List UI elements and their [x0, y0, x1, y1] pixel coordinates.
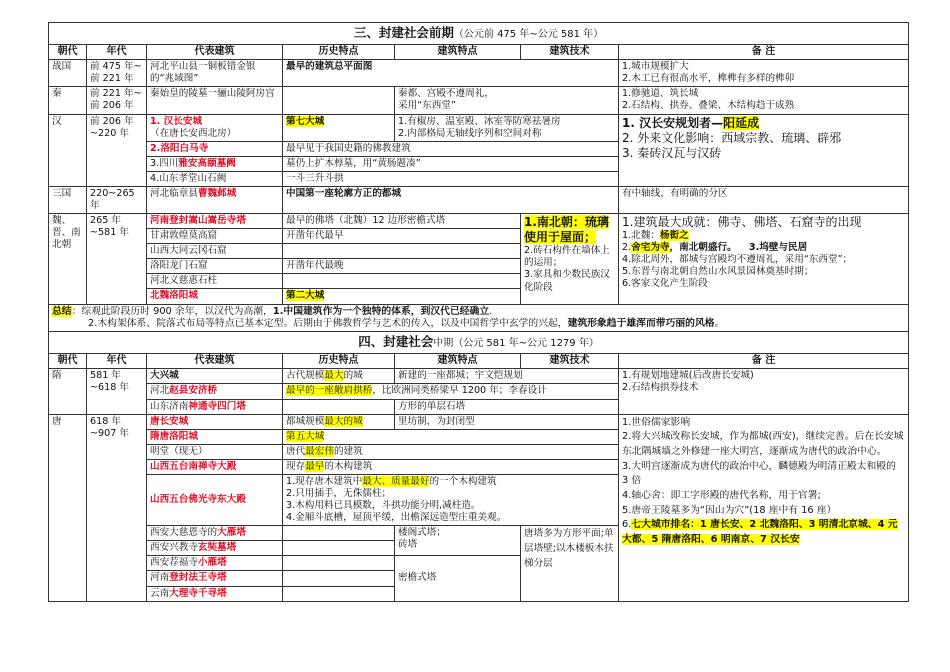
hist-cell: 开凿年代最晚 — [283, 259, 521, 274]
section3-title-text: 三、封建社会前期 — [353, 25, 454, 40]
note-text: 1.北魏： — [622, 230, 660, 242]
note-text: 5.唐帝王陵墓多为“因山为穴”(18 座中有 16 座） — [622, 504, 837, 516]
hist-text: ，比欧洲同类桥梁早 1200 年；李春设计 — [372, 385, 547, 397]
arch-cell: 秦始皇的陵墓一骊山陵阿房宫 — [147, 87, 283, 114]
years-cell: 618 年~907 年 — [87, 414, 147, 601]
feat-cell: 新建的一座都城；宇文恺规划 — [395, 369, 619, 384]
note-text: 3. 秦砖汉瓦与汉砖 — [622, 145, 722, 160]
hist-text: 最大 — [324, 370, 344, 382]
arch-text: 玄奘墓塔 — [197, 542, 237, 554]
feat-text: 采用“东西堂” — [398, 100, 456, 112]
section3-title — [49, 23, 909, 45]
feat-text: 秦都、宫殿不遵周礼， — [398, 88, 494, 100]
years-cell: 前 475 年~前 221 年 — [87, 60, 147, 87]
summary-text: 建筑形象趋于雄浑而带巧丽的风格 — [567, 317, 715, 329]
arch-cell — [147, 399, 283, 414]
arch-text: 河北临章县 — [150, 187, 198, 199]
arch-text: 雅安高颐墓阙 — [178, 157, 236, 169]
hist-cell — [283, 384, 619, 399]
note-text: 3.大明宫逐渐成为唐代的政治中心，麟德殿为明清正殿太和殿的 3 倍 — [622, 460, 896, 487]
years-cell: 581 年~618 年 — [87, 369, 147, 414]
note-cell: 1.有规划地建城(后改唐长安城) 2.石结构拱券技术 — [619, 369, 909, 414]
dynasty-cell: 汉 — [49, 114, 87, 186]
note-text: 2. — [622, 242, 632, 254]
arch-cell: 4.山东孝堂山石阙 — [147, 171, 283, 186]
dynasty-cell: 隋 — [49, 369, 87, 414]
hist-cell: 最早的佛塔（北魏）12 边形密檐式塔 — [283, 214, 521, 229]
header-dynasty: 朝代 — [49, 353, 87, 369]
arch-text: 小雁塔 — [197, 557, 227, 569]
header-note: 备 注 — [619, 44, 909, 60]
arch-cell: 唐长安城 — [147, 414, 283, 429]
hist-cell: 墓仍上扩木椁墓，用“黄肠题凑” — [283, 156, 619, 171]
arch-cell: 洛阳龙门石窟 — [147, 259, 283, 274]
hist-cell — [283, 556, 395, 571]
note-text: 1.建筑最大成就：佛寺、佛塔、石窟寺的出现 — [622, 215, 862, 230]
arch-text: 神通寺四门塔 — [188, 400, 246, 412]
note-text: 舍宅为寺 — [631, 242, 670, 254]
hist-cell — [283, 87, 395, 114]
hist-text: 最宏伟 — [305, 445, 334, 457]
arch-cell: 山西五台佛光寺东大殿 — [147, 474, 283, 525]
header-arch: 代表建筑 — [147, 44, 283, 60]
hist-cell — [283, 459, 619, 474]
arch-cell — [147, 571, 283, 586]
years-cell: 220~265 年 — [87, 186, 147, 213]
hist-cell: 最早见于我国史籍的佛教建筑 — [283, 141, 619, 156]
hist-cell — [283, 289, 521, 304]
hist-text: 的城 — [343, 370, 363, 382]
row-nanbei-1 — [49, 214, 909, 229]
hist-cell — [283, 414, 395, 429]
arch-text: 河南 — [150, 572, 170, 584]
note-text: 七大城市排名：1 唐长安、2 北魏洛阳、3 明清北京城、4 元大都、5 隋唐洛阳、6 明南京、7 汉长安 — [622, 519, 898, 546]
feat-cell: 楼阁式塔； 砖塔 — [395, 526, 521, 556]
summary-text: 2.木构架体系、院落式布局等特点已基本定型。后期由于佛教哲学与艺术的传入，以及中国哲学中玄学的兴起， — [88, 317, 568, 329]
years-cell: 265 年~581 年 — [87, 214, 147, 304]
section3-header-row — [49, 44, 909, 60]
header-years: 年代 — [87, 44, 147, 60]
feat-cell: 密檐式塔 — [395, 556, 521, 601]
arch-cell: 河北义慈惠石柱 — [147, 274, 283, 289]
note-cell — [619, 414, 909, 601]
hist-cell — [283, 399, 395, 414]
hist-cell: 开凿年代最早 — [283, 229, 521, 244]
summary-text: ：综观此阶段历时 900 余年，以汉代为高潮， — [71, 305, 273, 317]
feat-text: 1.有椒房、温室殿、冰室等防寒祛暑房 — [398, 115, 561, 127]
tech-cell — [521, 214, 619, 304]
note-text: 4.除北周外，都城与宫殿均不遵周礼，采用“东西堂”； — [622, 254, 853, 266]
note-cell — [619, 114, 909, 186]
tech-text: 2.砖石构件在墙体上的运用； — [524, 245, 610, 269]
years-cell: 前 206 年~220 年 — [87, 114, 147, 186]
hist-text: 最早 — [305, 460, 325, 472]
arch-text: 西安兴教寺 — [150, 542, 198, 554]
arch-cell — [147, 556, 283, 571]
hist-text: 古代规模 — [286, 370, 325, 382]
note-text: 1.世俗儒家影响 — [622, 416, 691, 428]
header-tech: 建筑技术 — [521, 44, 619, 60]
hist-text: 第二大城 — [286, 290, 325, 302]
row-sanguo — [49, 186, 909, 213]
hist-text: 最早的一座敞肩拱桥 — [286, 385, 373, 397]
hist-text: 3.木构用料已具模数，斗拱功能分明,减柱造。 — [286, 500, 481, 512]
section4-title-text: 四、封建社会 — [358, 334, 434, 350]
summary-text: 1.中国建筑作为一个独特的体系，到汉代已经确立 — [272, 305, 490, 317]
arch-text: 曹魏邺城 — [197, 187, 237, 199]
hist-cell — [283, 474, 619, 525]
note-text: 杨衒之 — [659, 230, 689, 242]
hist-text: 现存 — [286, 460, 306, 472]
arch-cell: 2.洛阳白马寺 — [147, 141, 283, 156]
dynasty-cell: 唐 — [49, 414, 87, 601]
arch-cell — [147, 114, 283, 141]
note-text: 6. — [622, 519, 632, 531]
tech-text: 3.家具和少数民族汉化阶段 — [524, 269, 610, 293]
hist-text: 最大的城 — [324, 415, 363, 427]
arch-text: 3.四川 — [150, 157, 179, 169]
arch-cell: 隋唐洛阳城 — [147, 429, 283, 444]
note-cell: 1.城市规模扩大 2.木工已有很高水平，榫榫有多样的榫卯 — [619, 60, 909, 87]
arch-cell — [147, 186, 283, 213]
note-text: 2.将大兴城改称长安城，作为都城(西安)，继续完善。后在长安城东北隅城墙之外修建一座大明宫，逐渐成为唐代的政治中心。 — [622, 431, 904, 457]
hist-cell — [283, 114, 395, 141]
arch-text: 1. 汉长安城 — [150, 115, 203, 127]
summary-text: 。 — [714, 317, 725, 329]
section4-subtitle: （公元 581 年~公元 1279 年） — [453, 338, 599, 350]
hist-text: 唐代 — [286, 445, 306, 457]
feat-text: 2.内部格局无轴线序列和空间对称 — [398, 127, 542, 139]
arch-text: 赵县安济桥 — [169, 385, 218, 397]
section3-subtitle: （公元前 475 年~公元 581 年） — [453, 29, 604, 40]
hist-cell — [283, 429, 619, 444]
hist-text: 的建筑 — [333, 445, 363, 457]
arch-text: （在唐长安西北房） — [150, 127, 237, 139]
row-tang-1 — [49, 414, 909, 429]
note-text: ，南北朝盛行。 — [669, 242, 737, 254]
dynasty-cell: 魏、晋、南北朝 — [49, 214, 87, 304]
header-dynasty: 朝代 — [49, 44, 87, 60]
arch-cell: 甘肃敦煌莫高窟 — [147, 229, 283, 244]
hist-cell — [283, 586, 395, 601]
row-han-1 — [49, 114, 909, 141]
hist-text: 的一个木构建筑 — [429, 475, 497, 487]
hist-cell — [283, 541, 395, 556]
arch-text: 西安荐福寺 — [150, 557, 198, 569]
hist-text: 最大、质量最好 — [362, 475, 430, 487]
tech-text: 1.南北朝：琉璃 — [524, 215, 609, 230]
note-text: 6.客家文化产生阶段 — [622, 278, 708, 290]
arch-cell: 大兴城 — [147, 369, 283, 384]
arch-cell: 山西五台南禅寺大殿 — [147, 459, 283, 474]
section4-header-row — [49, 353, 909, 369]
feat-cell: 方形的单层石塔 — [395, 399, 619, 414]
dynasty-cell: 秦 — [49, 87, 87, 114]
row-sui-1 — [49, 369, 909, 384]
feat-cell — [395, 114, 619, 141]
years-cell: 前 221 年~前 206 年 — [87, 87, 147, 114]
summary-row — [49, 304, 909, 332]
hist-text: 都城规模 — [286, 415, 325, 427]
arch-cell: 河南登封嵩山嵩岳寺塔 — [147, 214, 283, 229]
arch-text: 登封法王寺塔 — [169, 572, 227, 584]
arch-cell — [147, 384, 283, 399]
hist-cell — [283, 571, 395, 586]
arch-text: 大理寺千寻塔 — [169, 587, 227, 599]
note-text: 阳延成 — [723, 115, 760, 130]
hist-text: 第五大城 — [286, 430, 325, 442]
hist-cell: 中国第一座轮廓方正的都城 — [283, 186, 619, 213]
page — [48, 22, 908, 602]
hist-cell — [283, 444, 619, 459]
hist-cell: 最早的建筑总平面图 — [283, 60, 619, 87]
arch-cell — [147, 586, 283, 601]
architecture-history-table — [48, 22, 909, 602]
note-text: 3.坞壁与民居 — [748, 242, 808, 254]
arch-cell — [147, 156, 283, 171]
note-cell — [619, 214, 909, 304]
dynasty-cell: 战国 — [49, 60, 87, 87]
arch-cell: 北魏洛阳城 — [147, 289, 283, 304]
header-feat: 建筑特点 — [395, 44, 521, 60]
tech-text: 使用于屋面； — [524, 230, 597, 245]
section4-title — [49, 332, 909, 354]
arch-text: 云南 — [150, 587, 170, 599]
note-text: 2. 外来文化影响：西域宗教、琉璃、辟邪 — [622, 130, 842, 145]
hist-text: 第七大城 — [286, 115, 325, 127]
row-zhanguo — [49, 60, 909, 87]
hist-cell — [283, 274, 521, 289]
arch-text: 西安大慈恩寺的 — [150, 527, 218, 539]
hist-cell — [283, 244, 521, 259]
note-text: 4.轴心舍：即工字形殿的唐代名称，用于官署; — [622, 490, 821, 502]
row-qin — [49, 87, 909, 114]
header-hist: 历史特点 — [283, 353, 395, 369]
hist-cell: 一斗三升斗拱 — [283, 171, 619, 186]
header-feat: 建筑特点 — [395, 353, 521, 369]
note-text: 5.东晋与南北朝自然山水风景园林奠基时期； — [622, 266, 814, 278]
note-text: 1. 汉长安规划者— — [622, 115, 724, 130]
arch-text: 大雁塔 — [217, 527, 246, 539]
arch-cell: 山西大同云冈石窟 — [147, 244, 283, 259]
arch-cell — [147, 526, 283, 541]
feat-cell: 里坊制，为封闭型 — [395, 414, 619, 429]
note-cell: 有中轴线，有明确的分区 — [619, 186, 909, 213]
summary-text: . — [489, 305, 493, 317]
arch-cell: 河北平山县一铜板错金银的“兆域图” — [147, 60, 283, 87]
header-hist: 历史特点 — [283, 44, 395, 60]
hist-cell — [283, 526, 395, 541]
hist-text: 的木构建筑 — [324, 460, 373, 472]
arch-text: 山东济南 — [150, 400, 189, 412]
hist-cell — [283, 369, 395, 384]
feat-cell — [395, 87, 619, 114]
summary-cell — [49, 304, 909, 332]
hist-text: 2.只用插手，无侏儒柱； — [286, 488, 392, 500]
header-tech: 建筑技术 — [521, 353, 619, 369]
note-cell: 1.修驰道、筑长城 2.石结构、拱券、叠梁、木结构趋于成熟 — [619, 87, 909, 114]
arch-cell: 明堂（现无） — [147, 444, 283, 459]
hist-text: 1.现存唐木建筑中 — [286, 475, 363, 487]
hist-text: 4.金厢斗底槽，屋顶平缓，出檐深远造型庄重美观。 — [286, 512, 507, 524]
header-arch: 代表建筑 — [147, 353, 283, 369]
summary-label: 总结 — [52, 305, 72, 317]
arch-cell — [147, 541, 283, 556]
tech-cell: 唐塔多为方形平面;单层塔壁;以木楼板木扶梯分层 — [521, 526, 619, 601]
header-note: 备 注 — [619, 353, 909, 369]
arch-text: 河北 — [150, 385, 170, 397]
section4-title-mid: 中期 — [433, 338, 454, 350]
header-years: 年代 — [87, 353, 147, 369]
dynasty-cell: 三国 — [49, 186, 87, 213]
